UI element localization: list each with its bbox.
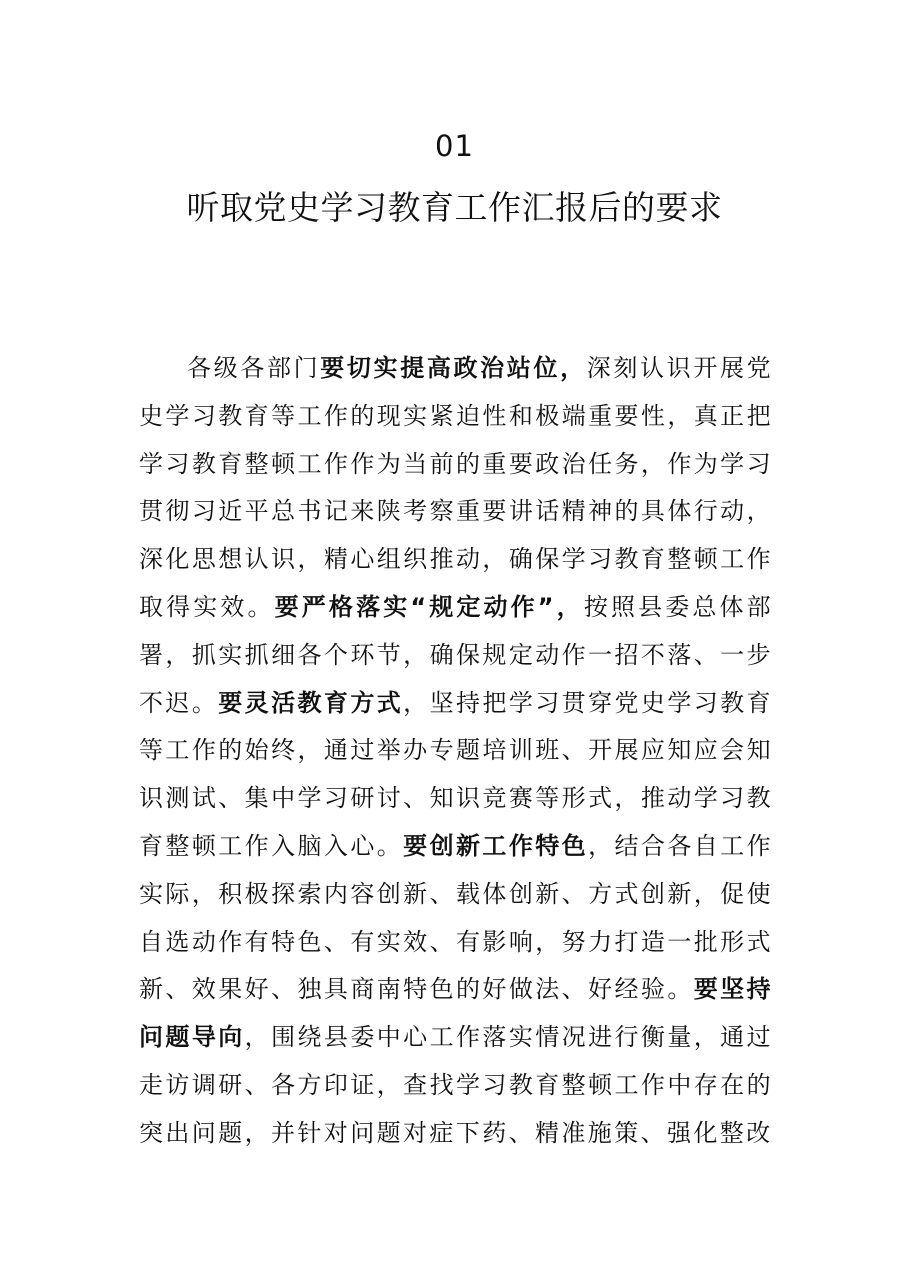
emphasis-run: 要创新工作特色 xyxy=(403,831,589,860)
emphasis-run: 要灵活教育方式 xyxy=(218,688,404,717)
emphasis-run: 要严格落实“规定动作”， xyxy=(274,592,584,621)
text-run: ，结合各自工作实际，积极探索内容创新、载体创新、方式创新，促使自选动作有特色、有实效、有影响，努力打造一批形式新、效果好、独具商南特色的好做法、好经验。 xyxy=(139,831,773,1004)
text-run: 各级各部门 xyxy=(187,354,321,382)
section-number: 01 xyxy=(435,129,474,163)
text-run: 深刻认识开展党史学习教育等工作的现实紧迫性和极端重要性，真正把学习教育整顿工作作为当前的重要政治任务，作为学习贯彻习近平总书记来陕考察重要讲话精神的具体行动，深化思想认识，精心组织推动，确保学习教育整顿工作取得实效。 xyxy=(139,354,774,621)
text-run: ，坚持把学习贯穿党史学习教育等工作的始终，通过举办专题培训班、开展应知应会知识测试、集中学习研讨、知识竞赛等形式，推动学习教育整顿工作入脑入心。 xyxy=(139,688,773,860)
text-run: 按照县委总体部署，抓实抓细各个环节，确保规定动作一招不落、一步不迟。 xyxy=(139,592,774,717)
document-title: 听取党史学习教育工作汇报后的要求 xyxy=(186,188,723,227)
emphasis-run: 要切实提高政治站位， xyxy=(320,354,587,382)
body-paragraph xyxy=(139,345,773,1158)
text-run: ，围绕县委中心工作落实情况进行衡量，通过走访调研、各方印证，查找学习教育整顿工作中存在的突出问题，并针对问题对症下药、精准施策、强化整改 xyxy=(139,1023,773,1147)
emphasis-run: 要坚持问题导向 xyxy=(139,975,773,1052)
